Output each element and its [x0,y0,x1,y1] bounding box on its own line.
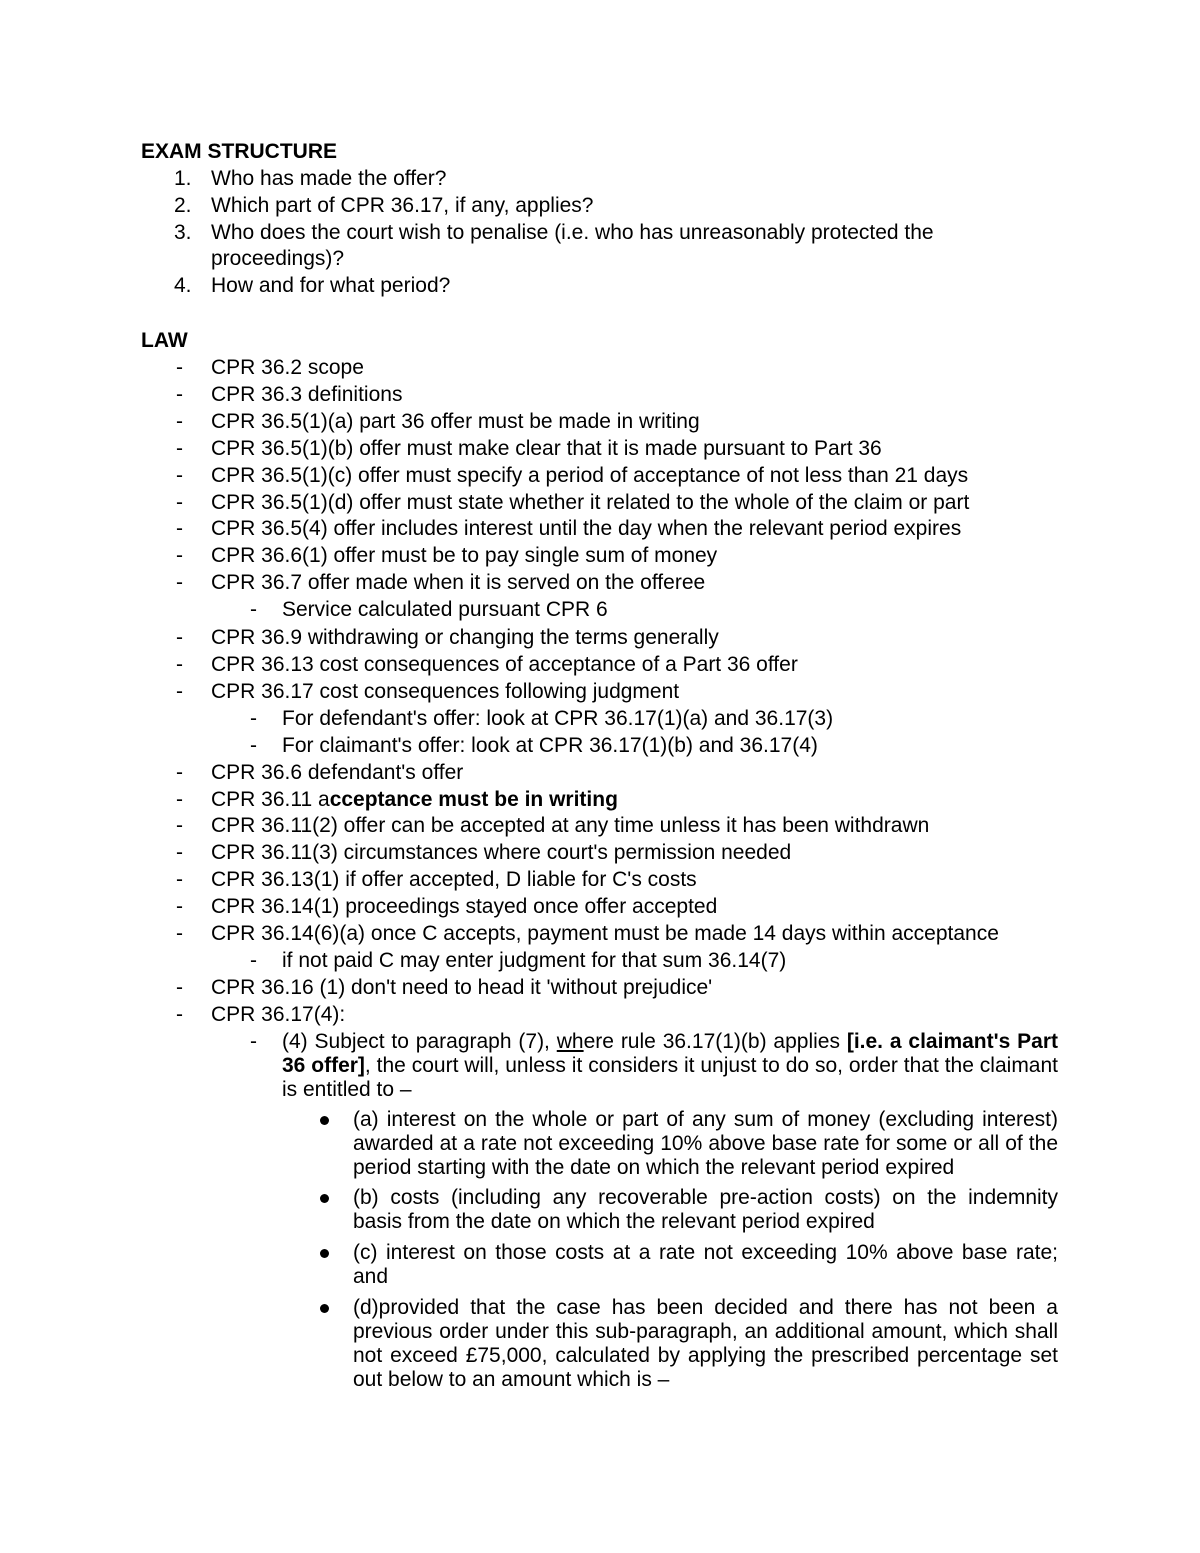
list-item: CPR 36.5(1)(c) offer must specify a period of acceptance of not less than 21 days [211,464,969,487]
sub-list-item: For claimant's offer: look at CPR 36.17(1)(b) and 36.17(4) [282,734,818,757]
para-text: , the court will, unless it considers it unjust to do so, order that the claimant is entitled to – [282,1054,1058,1101]
dash-marker: - [176,761,183,784]
sub-list-item: if not paid C may enter judgment for that sum 36.14(7) [282,949,787,972]
list-item: Who has made the offer? [211,167,447,190]
bullet-item: (a) interest on the whole or part of any sum of money (excluding interest) awarded at a rate not exceeding 10% above base rate for some or all of the period starting with the date on which the relevant period expired [353,1108,1058,1179]
list-number: 2. [174,194,192,217]
list-item: CPR 36.2 scope [211,356,364,379]
list-number: 1. [174,167,192,190]
list-item: How and for what period? [211,274,451,297]
dash-marker: - [176,788,183,811]
dash-marker: - [176,356,183,379]
dash-marker: - [176,922,183,945]
para-text: (4) Subject to paragraph (7), [282,1030,557,1053]
dash-marker: - [250,734,257,757]
dash-marker: - [250,707,257,730]
list-item: CPR 36.16 (1) don't need to head it 'without prejudice' [211,976,713,999]
sub-list-item: For defendant's offer: look at CPR 36.17(1)(a) and 36.17(3) [282,707,834,730]
list-item: CPR 36.5(1)(a) part 36 offer must be made in writing [211,410,700,433]
law-heading: LAW [141,329,188,352]
list-item-emphasis: cceptance must be in writing [329,788,618,811]
list-number: 4. [174,274,192,297]
sub-list-item: Service calculated pursuant CPR 6 [282,598,608,621]
dash-marker: - [176,491,183,514]
list-item: Who does the court wish to penalise (i.e. who has unreasonably protected the [211,221,934,244]
list-item: CPR 36.6(1) offer must be to pay single sum of money [211,544,718,567]
dash-marker: - [176,626,183,649]
dash-marker: - [176,464,183,487]
list-item: CPR 36.11(3) circumstances where court's permission needed [211,841,792,864]
bullet-icon [320,1249,329,1258]
list-item: CPR 36.9 withdrawing or changing the terms generally [211,626,719,649]
bullet-icon [320,1194,329,1203]
dash-marker: - [176,680,183,703]
list-item: CPR 36.11(2) offer can be accepted at any time unless it has been withdrawn [211,814,930,837]
bullet-icon [320,1116,329,1125]
bullet-item: (c) interest on those costs at a rate not exceeding 10% above base rate; and [353,1241,1058,1288]
list-item [211,787,618,813]
dash-marker: - [176,1003,183,1026]
dash-marker: - [176,544,183,567]
list-item: CPR 36.14(6)(a) once C accepts, payment must be made 14 days within acceptance [211,922,999,945]
list-item-continuation: proceedings)? [211,247,345,270]
dash-marker: - [250,598,257,621]
para-underlined: wh [556,1030,584,1053]
dash-marker: - [176,976,183,999]
list-item: CPR 36.5(4) offer includes interest until the day when the relevant period expires [211,517,962,540]
dash-marker: - [176,410,183,433]
bullet-icon [320,1304,329,1313]
list-item: CPR 36.17(4): [211,1003,346,1026]
para-text: ere rule 36.17(1)(b) applies [583,1030,847,1053]
dash-marker: - [250,1030,257,1053]
para-bold: [i.e. a claimant's Part 36 offer] [282,1030,1058,1077]
dash-marker: - [176,383,183,406]
dash-marker: - [250,949,257,972]
list-item: CPR 36.5(1)(d) offer must state whether it related to the whole of the claim or part [211,491,970,514]
rule-paragraph-4 [282,1030,1058,1102]
list-item: CPR 36.14(1) proceedings stayed once offer accepted [211,895,718,918]
dash-marker: - [176,895,183,918]
bullet-item: (b) costs (including any recoverable pre-action costs) on the indemnity basis from the date on which the relevant period expired [353,1186,1058,1233]
list-item: CPR 36.7 offer made when it is served on the offeree [211,571,706,594]
dash-marker: - [176,571,183,594]
dash-marker: - [176,653,183,676]
list-item: CPR 36.17 cost consequences following judgment [211,680,680,703]
list-item: CPR 36.13 cost consequences of acceptance of a Part 36 offer [211,653,798,676]
list-item: CPR 36.3 definitions [211,383,403,406]
dash-marker: - [176,517,183,540]
list-number: 3. [174,221,192,244]
list-item: CPR 36.5(1)(b) offer must make clear that it is made pursuant to Part 36 [211,437,882,460]
bullet-item: (d)provided that the case has been decided and there has not been a previous order under this sub-paragraph, an additional amount, which shall not exceed £75,000, calculated by applying the prescribed percentage set out below to an amount which is – [353,1296,1058,1391]
dash-marker: - [176,814,183,837]
list-item: Which part of CPR 36.17, if any, applies? [211,194,594,217]
list-item-plain: CPR 36.11 a [211,788,330,811]
dash-marker: - [176,868,183,891]
list-item: CPR 36.13(1) if offer accepted, D liable for C's costs [211,868,697,891]
dash-marker: - [176,437,183,460]
exam-structure-heading: EXAM STRUCTURE [141,140,338,163]
list-item: CPR 36.6 defendant's offer [211,761,464,784]
dash-marker: - [176,841,183,864]
